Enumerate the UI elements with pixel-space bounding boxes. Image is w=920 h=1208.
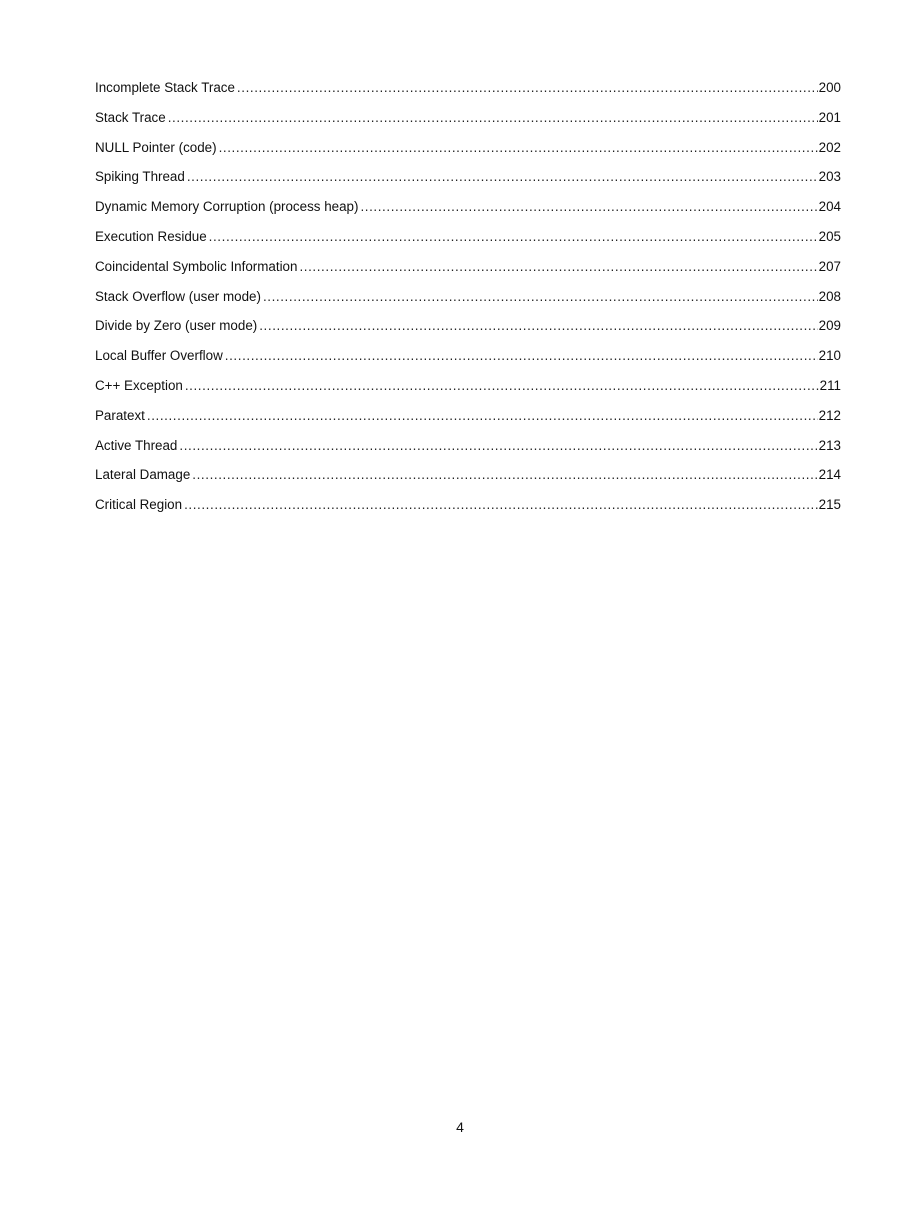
toc-entry[interactable] — [95, 495, 841, 525]
toc-dot-leader — [360, 197, 817, 217]
toc-entry-title: Stack Trace — [95, 109, 166, 125]
toc-dot-leader — [263, 287, 818, 307]
toc-entry-page: 200 — [818, 80, 841, 95]
toc-entry-title: Critical Region — [95, 497, 183, 513]
toc-entry-page: 213 — [818, 437, 841, 453]
toc-dot-leader — [147, 406, 818, 426]
toc-dot-leader — [209, 227, 818, 247]
toc-entry-title: Dynamic Memory Corruption (process heap) — [95, 199, 359, 215]
toc-entry[interactable] — [95, 316, 841, 346]
toc-entry-page: 208 — [818, 288, 841, 304]
toc-entry-page: 204 — [818, 199, 841, 215]
toc-entry-title: Lateral Damage — [95, 467, 191, 483]
toc-entry[interactable] — [95, 346, 841, 376]
toc-dot-leader — [237, 78, 818, 98]
toc-entry-title: Active Thread — [95, 437, 178, 453]
toc-dot-leader — [192, 465, 817, 485]
toc-entry[interactable] — [95, 465, 841, 495]
toc-dot-leader — [187, 167, 818, 187]
toc-entry-page: 201 — [818, 109, 841, 125]
toc-entry-title: Local Buffer Overflow — [95, 348, 223, 364]
toc-entry[interactable] — [95, 257, 841, 287]
toc-dot-leader — [299, 257, 817, 277]
toc-entry-page: 210 — [818, 348, 841, 364]
toc-entry-page: 215 — [818, 497, 841, 513]
toc-dot-leader — [185, 376, 819, 396]
toc-entry-title: Execution Residue — [95, 228, 207, 244]
toc-entry[interactable] — [95, 167, 841, 197]
toc-entry-title: NULL Pointer (code) — [95, 139, 217, 155]
toc-dot-leader — [179, 436, 817, 456]
toc-entry-title: C++ Exception — [95, 377, 183, 393]
toc-entry[interactable] — [95, 78, 841, 108]
toc-entry[interactable] — [95, 138, 841, 168]
toc-entry-page: 202 — [818, 139, 841, 155]
page-number: 4 — [456, 1119, 464, 1135]
toc-entry[interactable] — [95, 436, 841, 466]
toc-entry-page: 207 — [818, 258, 841, 274]
toc-entry-page: 212 — [818, 407, 841, 423]
toc-entry-page: 214 — [818, 467, 841, 483]
toc-entry[interactable] — [95, 108, 841, 138]
toc-entry-title: Stack Overflow (user mode) — [95, 288, 261, 304]
toc-entry[interactable] — [95, 287, 841, 317]
toc-entry[interactable] — [95, 197, 841, 227]
toc-dot-leader — [184, 495, 818, 515]
toc-entry[interactable] — [95, 376, 841, 406]
toc-entry-page: 205 — [818, 228, 841, 244]
table-of-contents — [95, 78, 841, 525]
toc-entry-title: Incomplete Stack Trace — [95, 80, 235, 95]
toc-dot-leader — [219, 138, 818, 158]
toc-entry[interactable] — [95, 406, 841, 436]
toc-entry-page: 209 — [818, 318, 841, 334]
toc-entry-page: 203 — [818, 169, 841, 185]
toc-entry-title: Divide by Zero (user mode) — [95, 318, 258, 334]
toc-entry[interactable] — [95, 227, 841, 257]
toc-entry-title: Coincidental Symbolic Information — [95, 258, 298, 274]
toc-entry-title: Spiking Thread — [95, 169, 185, 185]
toc-dot-leader — [259, 316, 817, 336]
toc-dot-leader — [168, 108, 818, 128]
toc-dot-leader — [225, 346, 818, 366]
toc-entry-title: Paratext — [95, 407, 145, 423]
toc-entry-page: 211 — [819, 377, 841, 393]
